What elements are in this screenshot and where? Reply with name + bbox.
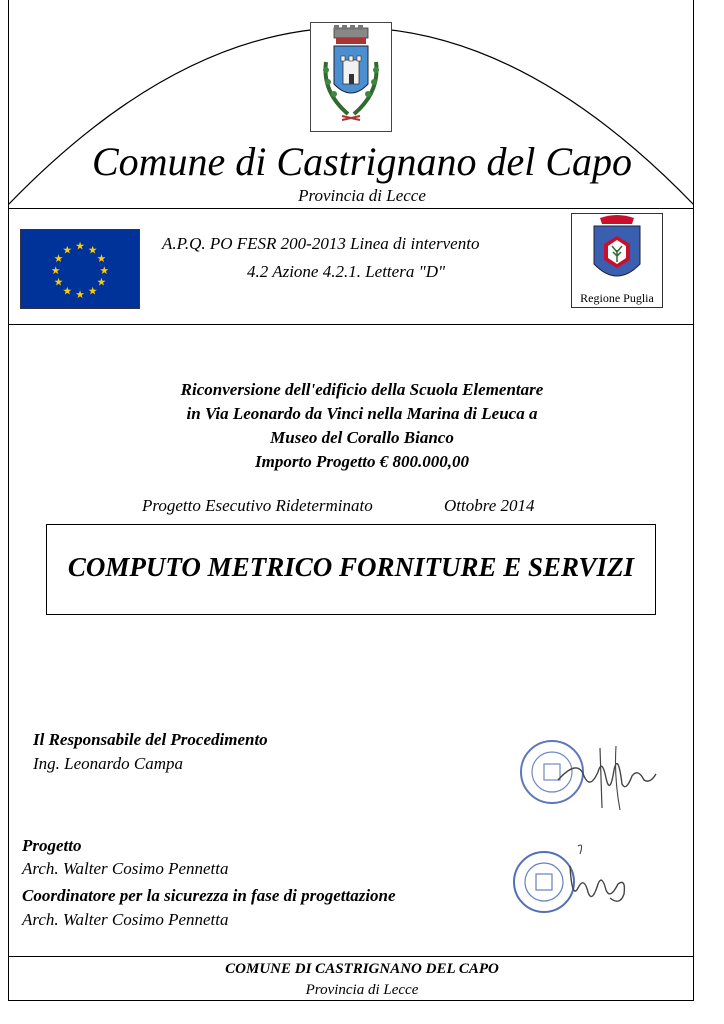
svg-text:★: ★: [53, 275, 64, 289]
document-title-box: [46, 524, 656, 615]
svg-text:★: ★: [96, 252, 107, 266]
footer-divider: [8, 956, 694, 957]
svg-text:★: ★: [99, 263, 110, 277]
funding-divider: [8, 324, 694, 325]
svg-text:★: ★: [62, 284, 73, 298]
svg-text:★: ★: [87, 243, 98, 257]
document-title: COMPUTO METRICO FORNITURE E SERVIZI: [67, 552, 635, 582]
project-line-1: Riconversione dell'edificio della Scuola Elementare: [180, 380, 544, 399]
svg-text:★: ★: [62, 243, 73, 257]
regione-puglia-logo: [571, 213, 663, 308]
castrignano-crest-icon: [310, 22, 392, 132]
project-line-3: Museo del Corallo Bianco: [270, 428, 454, 447]
stamp-signature-pennetta: [506, 840, 646, 920]
signatory-role-progetto: Progetto: [22, 836, 82, 855]
funding-line-2: 4.2 Azione 4.2.1. Lettera "D": [247, 262, 446, 281]
svg-text:★: ★: [53, 252, 64, 266]
svg-text:★: ★: [50, 263, 61, 277]
svg-text:★: ★: [75, 239, 85, 253]
header-divider: [8, 208, 694, 209]
province-subtitle: Provincia di Lecce: [298, 186, 426, 205]
phase-label: Progetto Esecutivo Rideterminato: [142, 496, 373, 515]
svg-text:★: ★: [87, 284, 98, 298]
phase-date: Ottobre 2014: [444, 496, 535, 515]
svg-text:★: ★: [75, 288, 85, 302]
signatory-name-rup: Ing. Leonardo Campa: [33, 754, 184, 773]
signatory-role-rup: Il Responsabile del Procedimento: [33, 730, 268, 749]
svg-text:★: ★: [96, 275, 107, 289]
stamp-signature-rup: [518, 728, 668, 818]
regione-puglia-label: Regione Puglia: [580, 291, 654, 305]
puglia-crest-icon: [572, 214, 662, 290]
eu-flag-icon: [20, 229, 140, 309]
project-line-2: in Via Leonardo da Vinci nella Marina di Leuca a: [186, 404, 538, 423]
signatory-name-coordinatore: Arch. Walter Cosimo Pennetta: [22, 910, 229, 929]
signatory-name-progetto: Arch. Walter Cosimo Pennetta: [22, 859, 229, 878]
municipality-title: Comune di Castrignano del Capo: [91, 139, 633, 184]
footer-title: COMUNE DI CASTRIGNANO DEL CAPO: [225, 961, 499, 977]
signatory-role-coordinatore: Coordinatore per la sicurezza in fase di progettazione: [22, 886, 396, 905]
project-amount: Importo Progetto € 800.000,00: [255, 452, 469, 471]
funding-line-1: A.P.Q. PO FESR 200-2013 Linea di intervento: [162, 234, 480, 253]
footer-subtitle: Provincia di Lecce: [305, 982, 419, 998]
